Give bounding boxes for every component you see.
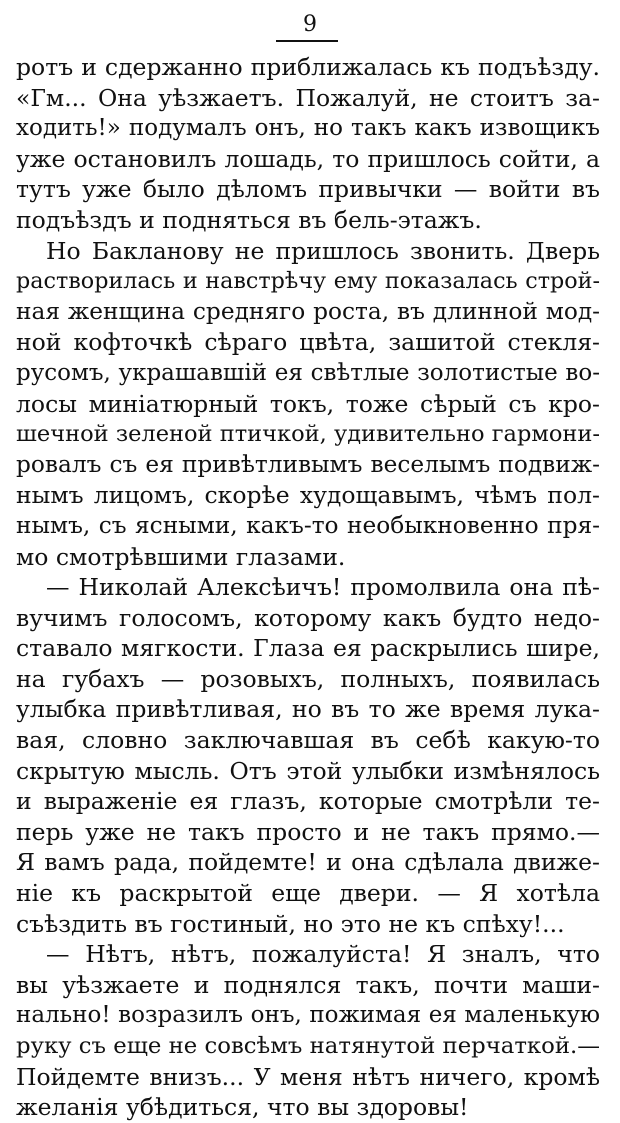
text-line: нально! возразилъ онъ, пожимая ея маленькую bbox=[16, 1002, 600, 1029]
text-line: ная женщина средняго роста, въ длинной мод- bbox=[16, 297, 600, 325]
text-line: вая, словно заключавшая въ себѣ какую-то bbox=[16, 726, 600, 755]
page-number: 9 bbox=[303, 12, 317, 37]
text-line: и выраженіе ея глазъ, которые смотрѣли те- bbox=[16, 787, 600, 816]
text-line: Пойдемте внизъ... У меня нѣтъ ничего, кромѣ bbox=[16, 1062, 600, 1091]
text-line: руку съ еще не совсѣмъ натянутой перчаткой.— bbox=[16, 1033, 600, 1059]
text-line: скрытую мысль. Отъ этой улыбки измѣнялось bbox=[16, 756, 600, 785]
text-line: на губахъ — розовыхъ, полныхъ, появилась bbox=[16, 664, 600, 693]
text-line: мо смотрѣвшими глазами. bbox=[16, 542, 346, 571]
text-line: ставало мягкости. Глаза ея раскрылись шире, bbox=[16, 634, 600, 663]
text-line: «Гм... Она уѣзжаетъ. Пожалуй, не стоитъ за- bbox=[16, 83, 600, 112]
page-number-rule bbox=[276, 40, 338, 42]
text-line: растворилась и навстрѣчу ему показалась строй- bbox=[16, 268, 600, 295]
text-line: ротъ и сдержанно приближалась къ подъѣзду. bbox=[16, 53, 600, 81]
text-line: русомъ, украшавшій ея свѣтлые золотистые во- bbox=[16, 359, 600, 386]
text-line: — Нѣтъ, нѣтъ, пожалуйста! Я зналъ, что bbox=[46, 940, 600, 969]
text-line: нымъ лицомъ, скорѣе худощавымъ, чѣмъ пол- bbox=[16, 481, 600, 510]
text-line: вучимъ голосомъ, которому какъ будто недо- bbox=[16, 603, 600, 632]
body-text bbox=[16, 52, 600, 1123]
text-line: ходить!» подумалъ онъ, но такъ какъ извощикъ bbox=[16, 115, 600, 142]
text-line: Но Бакланову не пришлось звонить. Дверь bbox=[46, 236, 600, 265]
text-line: съѣздить въ гостиный, но это не къ спѣху!... bbox=[16, 909, 565, 938]
text-line: перь уже не такъ просто и не такъ прямо.— bbox=[16, 817, 600, 846]
text-line: ніе къ раскрытой еще двери. — Я хотѣла bbox=[16, 879, 600, 908]
text-line: лосы миніатюрный токъ, тоже сѣрый съ кро- bbox=[16, 389, 600, 418]
text-line: ной кофточкѣ сѣраго цвѣта, зашитой стекля- bbox=[16, 328, 600, 357]
text-line: улыбка привѣтливая, но въ то же время лука- bbox=[16, 695, 600, 724]
text-line: — Николай Алексѣичъ! промолвила она пѣ- bbox=[46, 573, 600, 602]
text-line: желанія убѣдиться, что вы здоровы! bbox=[16, 1093, 469, 1122]
text-line: шечной зеленой птичкой, удивительно гармони- bbox=[16, 421, 600, 448]
text-line: тутъ уже было дѣломъ привычки — войти въ bbox=[16, 175, 600, 204]
text-line: ровалъ съ ея привѣтливымъ веселымъ подвиж- bbox=[16, 450, 600, 478]
text-line: подъѣздъ и подняться въ бель-этажъ. bbox=[16, 205, 482, 234]
text-line: Я вамъ рада, пойдемте! и она сдѣлала движе- bbox=[16, 848, 600, 877]
text-line: нымъ, съ ясными, какъ-то необыкновенно пря- bbox=[16, 511, 600, 539]
text-line: вы уѣзжаете и поднялся такъ, почти маши- bbox=[16, 970, 600, 999]
text-line: уже остановилъ лошадь, то пришлось сойти, а bbox=[16, 144, 600, 173]
